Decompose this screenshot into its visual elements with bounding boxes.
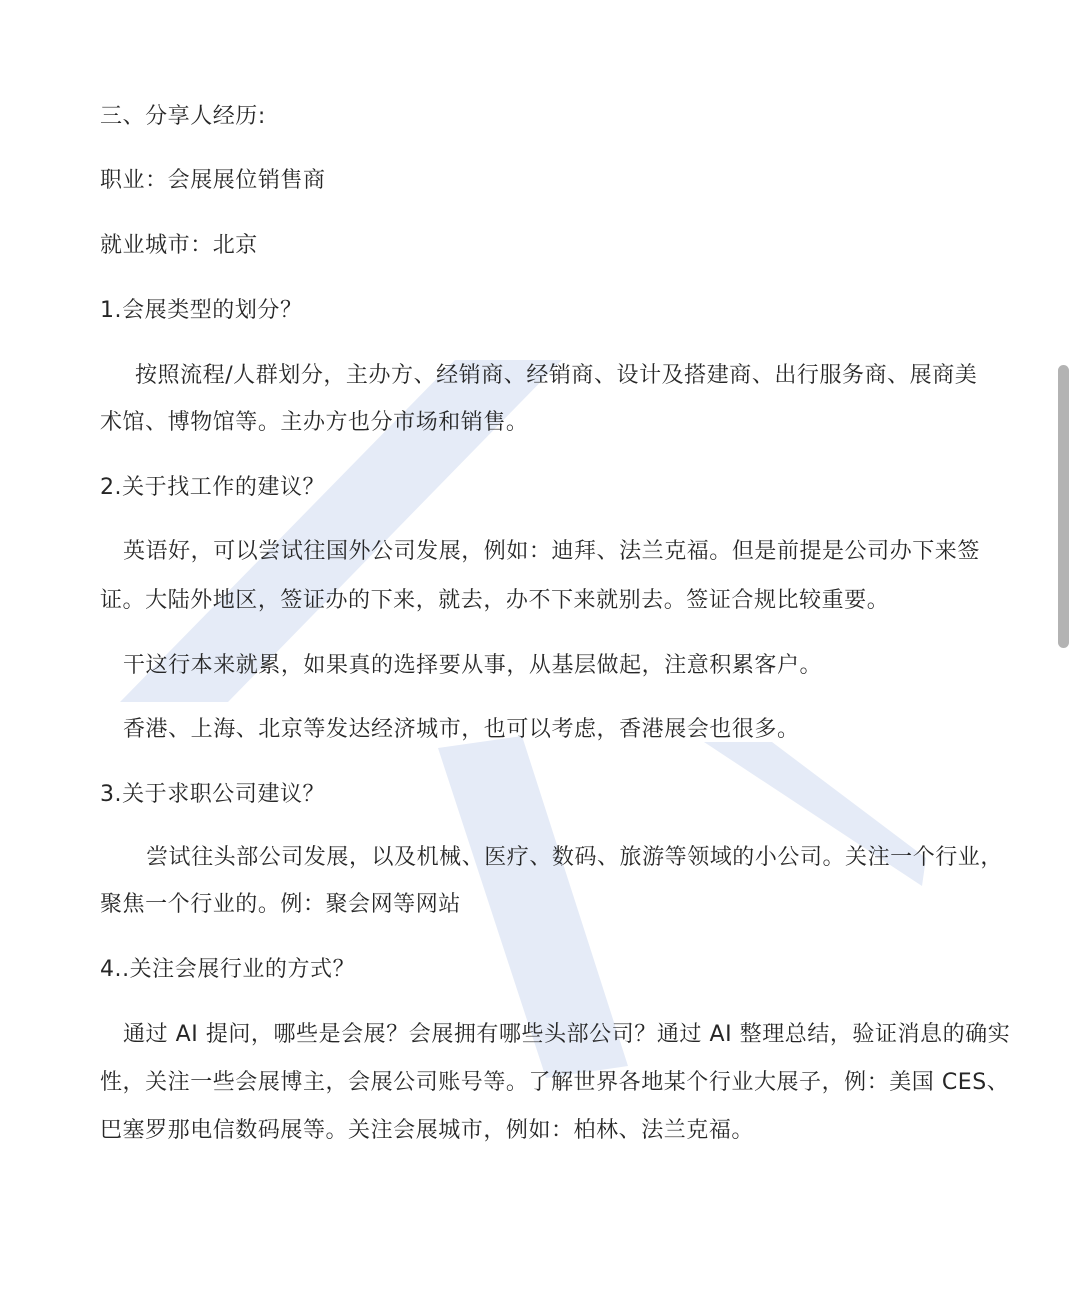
answer-1-line: 术馆、博物馆等。主办方也分市场和销售。 — [100, 410, 529, 435]
answer-4-line: 通过 AI 提问，哪些是会展？会展拥有哪些头部公司？通过 AI 整理总结，验证消息的确实 — [123, 1022, 1011, 1047]
answer-4-line: 性，关注一些会展博主，会展公司账号等。了解世界各地某个行业大展子，例：美国 CES、 — [100, 1070, 1010, 1095]
answer-2-line: 证。大陆外地区，签证办的下来，就去，办不下来就别去。签证合规比较重要。 — [100, 588, 890, 613]
question-3: 3.关于求职公司建议？ — [100, 782, 326, 807]
answer-3-line: 尝试往头部公司发展，以及机械、医疗、数码、旅游等领域的小公司。关注一个行业， — [146, 845, 1003, 870]
answer-2-line: 干这行本来就累，如果真的选择要从事，从基层做起，注意积累客户。 — [123, 653, 823, 678]
answer-1-line: 按照流程/人群划分，主办方、经销商、经销商、设计及搭建商、出行服务商、展商美 — [135, 363, 978, 388]
scrollbar-thumb[interactable] — [1058, 365, 1069, 648]
answer-2-line: 英语好，可以尝试往国外公司发展，例如：迪拜、法兰克福。但是前提是公司办下来签 — [123, 539, 980, 564]
occupation-line: 职业：会展展位销售商 — [100, 168, 326, 193]
answer-2-line: 香港、上海、北京等发达经济城市，也可以考虑，香港展会也很多。 — [123, 717, 800, 742]
section-title: 三、分享人经历: — [100, 104, 266, 129]
question-2: 2.关于找工作的建议？ — [100, 475, 326, 500]
question-4: 4..关注会展行业的方式？ — [100, 957, 356, 982]
city-line: 就业城市：北京 — [100, 233, 258, 258]
vertical-scrollbar[interactable] — [1056, 0, 1080, 1312]
answer-4-line: 巴塞罗那电信数码展等。关注会展城市，例如：柏林、法兰克福。 — [100, 1118, 754, 1143]
answer-3-line: 聚焦一个行业的。例：聚会网等网站 — [100, 892, 461, 917]
question-1: 1.会展类型的划分？ — [100, 298, 303, 323]
